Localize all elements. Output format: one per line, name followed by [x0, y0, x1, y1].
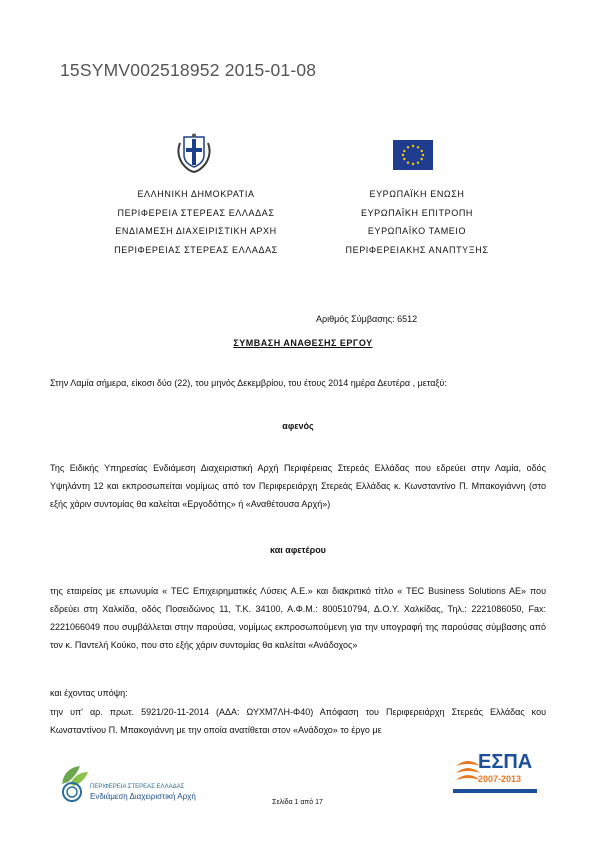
party1-paragraph: Της Ειδικής Υπηρεσίας Ενδιάμεση Διαχειριστική Αρχή Περιφέρειας Στερεάς Ελλάδας που εδρεύει στην Λαμία, οδός Υψηλάντη 12 και εκπροσωπείται νομίμως από τον Περιφερειάρχη Στερεάς Ελλάδας κ. Κωνσταντίνο Π. Μπακογιάννη (στο εξής χάριν συντομίας θα καλείται «Εργοδότης» ή «Αναθέτουσα Αρχή») — [50, 463, 546, 509]
document-title: ΣΥΜΒΑΣΗ ΑΝΑΘΕΣΗΣ ΕΡΓΟΥ — [233, 338, 373, 348]
region-logo-icon — [56, 762, 90, 802]
espa-years: 2007-2013 — [478, 774, 522, 784]
header-left-line: ΕΛΛΗΝΙΚΗ ΔΗΜΟΚΡΑΤΙΑ — [137, 189, 255, 199]
header-left-line: ΠΕΡΙΦΕΡΕΙΑΣ ΣΤΕΡΕΑΣ ΕΛΛΑΔΑΣ — [114, 244, 278, 255]
contract-number: Αριθμός Σύμβασης: 6512 — [316, 314, 418, 324]
header-left-line: ΠΕΡΙΦΕΡΕΙΑ ΣΤΕΡΕΑΣ ΕΛΛΑΔΑΣ — [117, 207, 275, 218]
header-left-block — [98, 185, 294, 259]
considering-line: και έχοντας υπόψη: — [50, 688, 128, 698]
header-right-line: ΕΥΡΩΠΑΪΚΟ ΤΑΜΕΙΟ — [367, 226, 467, 236]
header-left-line: ΕΝΔΙΑΜΕΣΗ ΔΙΑΧΕΙΡΙΣΤΙΚΗ ΑΡΧΗ — [115, 226, 277, 236]
region-logo-line2: Ενδιάμεση Διαχειριστική Αρχή — [90, 792, 196, 801]
eu-flag-icon — [393, 140, 433, 170]
page-number: Σελίδα 1 από 17 — [272, 799, 323, 806]
espa-flag-strip — [453, 789, 537, 793]
greek-emblem-icon — [176, 133, 212, 173]
party1-heading: αφενός — [282, 421, 314, 431]
header-right-line: ΕΥΡΩΠΑΪΚΗ ΕΠΙΤΡΟΠΗ — [360, 207, 474, 218]
party2-paragraph: της εταιρείας με επωνυμία « TEC Επιχειρηματικές Λύσεις Α.Ε.» και διακριτικό τίτλο « TEC Business Solutions AE» που εδρεύει στη Χαλκίδα, οδός Ποσειδώνος 11, Τ.Κ. 34100, Α.Φ.Μ.: 800510794, Δ.Ο.Υ. Χαλκίδας, Τηλ.: 2221086050, Fax: 2221066049 που συμβάλλεται στην παρούσα, νομίμως εκπροσωπούμενη για την υπογραφή της παρούσας σύμβασης από τον κ. Παντελή Κούκο, που στο εξής χάριν συντομίας θα καλείται «Ανάδοχος» — [50, 586, 546, 650]
header-right-block — [322, 185, 512, 259]
document-id: 15SYMV002518952 2015-01-08 — [60, 60, 317, 80]
espa-label: ΕΣΠΑ — [478, 751, 533, 773]
decision-paragraph: την υπ' αρ. πρωτ. 5921/20-11-2014 (ΑΔΑ: ΩΥΧΜ7ΛΗ-Φ40) Απόφαση του Περιφερειάρχη Στερεάς Ελλάδας κου Κωνσταντίνου Π. Μπακογιάννη με την οποία ανατίθεται στον «Ανάδοχο» το έργο με — [50, 707, 546, 735]
intro-paragraph: Στην Λαμία σήμερα, είκοσι δύο (22), του μηνός Δεκεμβρίου, του έτους 2014 ημέρα Δευτέρα , μεταξύ: — [50, 378, 447, 388]
header-right-line: ΕΥΡΩΠΑΪΚΗ ΕΝΩΣΗ — [369, 189, 465, 199]
region-logo-line1: ΠΕΡΙΦΕΡΕΙΑ ΣΤΕΡΕΑΣ ΕΛΛΑΔΑΣ — [90, 784, 185, 790]
header-right-line: ΠΕΡΙΦΕΡΕΙΑΚΗΣ ΑΝΑΠΤΥΞΗΣ — [345, 244, 489, 255]
party2-heading: και αφετέρου — [270, 545, 326, 555]
